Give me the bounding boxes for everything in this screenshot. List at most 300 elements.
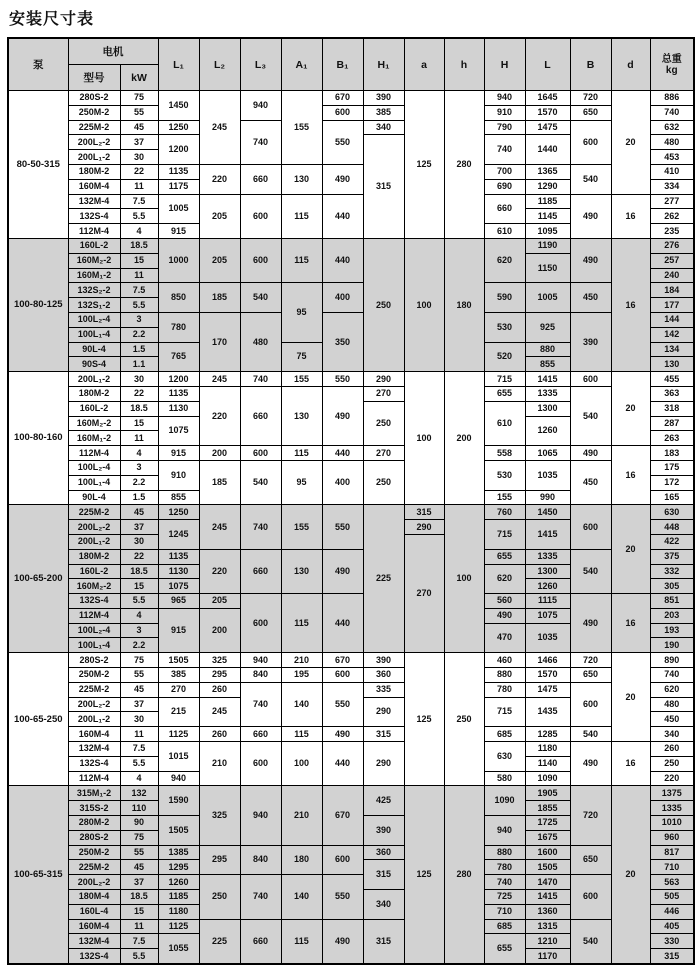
table-cell: 1290 [525,179,570,194]
table-cell: 184 [650,283,694,298]
pump-group-label: 100-65-315 [8,786,68,964]
table-cell: 140 [281,682,322,726]
table-cell: 817 [650,845,694,860]
table-cell: 1335 [650,801,694,816]
table-cell: 220 [650,771,694,786]
table-cell: 600 [570,505,611,549]
table-cell: 520 [484,342,525,372]
table-cell: 262 [650,209,694,224]
table-cell: 160M₁-2 [68,431,120,446]
table-cell: 210 [281,786,322,845]
table-cell: 450 [570,283,611,313]
column-header-kw: kW [120,65,158,91]
column-header-dim-6: a [404,38,444,91]
table-cell: 1170 [525,949,570,964]
table-cell: 940 [240,653,281,668]
table-cell: 540 [240,460,281,504]
column-header-dim-4: B₁ [322,38,363,91]
table-cell: 130 [281,164,322,194]
table-cell: 580 [484,771,525,786]
table-cell: 1466 [525,653,570,668]
table-cell: 550 [322,120,363,164]
table-cell: 45 [120,682,158,697]
table-cell: 11 [120,179,158,194]
table-cell: 193 [650,623,694,638]
table-cell: 5.5 [120,298,158,313]
table-cell: 205 [199,594,240,609]
table-cell: 490 [322,727,363,742]
pump-group-label: 100-80-160 [8,372,68,505]
table-cell: 1130 [158,401,199,416]
table-cell: 650 [570,105,611,120]
column-header-dim-10: B [570,38,611,91]
table-cell: 287 [650,416,694,431]
table-cell: 132M-4 [68,742,120,757]
table-cell: 1125 [158,727,199,742]
table-cell: 715 [484,697,525,727]
table-cell: 1185 [158,890,199,905]
table-cell: 75 [120,653,158,668]
table-cell: 100 [404,372,444,505]
table-cell: 1135 [158,164,199,179]
table-cell: 480 [650,697,694,712]
table-cell: 11 [120,268,158,283]
table-cell: 18.5 [120,564,158,579]
table-cell: 740 [240,120,281,164]
table-cell: 112M-4 [68,224,120,239]
dimension-table [7,37,695,965]
table-cell: 655 [484,386,525,401]
table-cell: 205 [199,194,240,238]
table-cell: 1300 [525,564,570,579]
table-cell: 315S-2 [68,801,120,816]
table-cell: 890 [650,653,694,668]
table-cell: 1095 [525,224,570,239]
table-cell: 1475 [525,682,570,697]
table-cell: 4 [120,446,158,461]
table-cell: 685 [484,919,525,934]
table-cell: 142 [650,327,694,342]
column-header-dim-1: L₂ [199,38,240,91]
table-row [8,682,694,697]
table-cell: 740 [240,875,281,919]
table-cell: 1260 [158,875,199,890]
table-cell: 363 [650,386,694,401]
table-cell: 37 [120,875,158,890]
table-cell: 205 [199,238,240,282]
table-cell: 245 [199,372,240,387]
table-cell: 20 [611,653,650,742]
table-cell: 30 [120,150,158,165]
table-cell: 155 [484,490,525,505]
table-cell: 210 [281,653,322,668]
table-cell: 250 [199,875,240,919]
table-cell: 940 [240,786,281,845]
table-cell: 550 [322,682,363,726]
table-cell: 650 [570,845,611,875]
table-cell: 172 [650,475,694,490]
column-header-dim-8: H [484,38,525,91]
table-cell: 390 [363,91,404,106]
table-cell: 100L₂-4 [68,460,120,475]
table-cell: 880 [484,668,525,683]
table-cell: 1090 [525,771,570,786]
table-cell: 125 [404,786,444,964]
table-cell: 740 [650,668,694,683]
table-cell: 460 [484,653,525,668]
table-cell: 940 [158,771,199,786]
table-cell: 200L₂-2 [68,697,120,712]
table-cell: 400 [322,460,363,504]
table-cell: 115 [281,194,322,238]
table-cell: 177 [650,298,694,313]
table-cell: 55 [120,845,158,860]
table-cell: 1375 [650,786,694,801]
table-cell: 925 [525,312,570,342]
table-cell: 30 [120,712,158,727]
table-cell: 132 [120,786,158,801]
column-header-model: 型号 [68,65,120,91]
table-cell: 18.5 [120,238,158,253]
table-cell: 1035 [525,623,570,653]
table-cell: 1905 [525,786,570,801]
table-cell: 1245 [158,520,199,550]
table-cell: 690 [484,179,525,194]
table-cell: 270 [363,386,404,401]
table-cell: 655 [484,549,525,564]
table-cell: 453 [650,150,694,165]
table-cell: 155 [281,91,322,165]
table-cell: 660 [240,164,281,194]
table-cell: 990 [525,490,570,505]
table-cell: 600 [240,194,281,238]
table-cell: 280S-2 [68,830,120,845]
table-cell: 132S₁-2 [68,298,120,313]
table-cell: 125 [404,653,444,786]
table-cell: 315 [650,949,694,964]
table-cell: 1450 [158,91,199,121]
table-cell: 180M-2 [68,386,120,401]
table-cell: 257 [650,253,694,268]
table-cell: 490 [570,238,611,282]
table-cell: 132S-4 [68,756,120,771]
table-cell: 360 [363,668,404,683]
table-cell: 340 [363,890,404,920]
table-cell: 245 [199,91,240,165]
table-cell: 100 [281,742,322,786]
table-cell: 1075 [158,416,199,446]
table-cell: 480 [650,135,694,150]
table-cell: 1135 [158,549,199,564]
table-cell: 1185 [525,194,570,209]
table-cell: 175 [650,460,694,475]
table-cell: 195 [281,668,322,683]
table-cell: 160L-2 [68,238,120,253]
table-row [8,120,694,135]
table-row [8,238,694,253]
table-cell: 1505 [158,816,199,846]
table-cell: 765 [158,342,199,372]
table-cell: 295 [199,845,240,875]
table-cell: 190 [650,638,694,653]
table-cell: 15 [120,416,158,431]
table-cell: 1415 [525,520,570,550]
table-cell: 215 [158,697,199,727]
table-cell: 1570 [525,668,570,683]
table-cell: 720 [570,91,611,106]
table-cell: 915 [158,224,199,239]
table-cell: 558 [484,446,525,461]
table-cell: 115 [281,727,322,742]
column-header-dim-7: h [444,38,484,91]
table-cell: 1415 [525,890,570,905]
table-cell: 851 [650,594,694,609]
table-cell: 250M-2 [68,845,120,860]
table-cell: 490 [570,194,611,238]
table-cell: 280 [444,786,484,964]
table-cell: 1075 [158,579,199,594]
table-cell: 270 [158,682,199,697]
table-cell: 37 [120,697,158,712]
table-cell: 440 [322,594,363,653]
table-cell: 632 [650,120,694,135]
table-cell: 315 [363,135,404,239]
table-cell: 1.5 [120,342,158,357]
table-cell: 295 [199,668,240,683]
table-cell: 1315 [525,919,570,934]
table-cell: 55 [120,668,158,683]
table-row [8,194,694,209]
table-row [8,460,694,475]
table-cell: 850 [158,283,199,313]
table-cell: 650 [570,668,611,683]
table-cell: 305 [650,579,694,594]
table-cell: 7.5 [120,194,158,209]
table-cell: 1285 [525,727,570,742]
table-cell: 155 [281,372,322,387]
table-cell: 90L-4 [68,490,120,505]
table-cell: 855 [525,357,570,372]
table-cell: 1300 [525,401,570,416]
table-cell: 1570 [525,105,570,120]
table-cell: 840 [240,668,281,683]
table-cell: 2.2 [120,475,158,490]
table-cell: 910 [158,460,199,490]
table-cell: 160M₂-2 [68,416,120,431]
table-cell: 200 [199,608,240,652]
table-cell: 385 [363,105,404,120]
table-cell: 180M-4 [68,890,120,905]
table-cell: 1190 [525,238,570,253]
table-cell: 600 [322,105,363,120]
table-cell: 1360 [525,904,570,919]
table-cell: 240 [650,268,694,283]
table-cell: 350 [322,312,363,371]
table-cell: 110 [120,801,158,816]
table-cell: 685 [484,727,525,742]
table-cell: 390 [363,816,404,846]
table-cell: 855 [158,490,199,505]
table-cell: 450 [570,460,611,504]
table-cell: 660 [240,919,281,964]
table-cell: 1075 [525,608,570,623]
table-cell: 1415 [525,372,570,387]
table-cell: 22 [120,164,158,179]
table-cell: 263 [650,431,694,446]
table-cell: 1470 [525,875,570,890]
table-cell: 620 [484,564,525,594]
table-cell: 100 [404,238,444,371]
table-cell: 385 [158,668,199,683]
table-cell: 1435 [525,697,570,727]
table-cell: 600 [570,875,611,919]
table-cell: 720 [570,653,611,668]
column-header-dim-3: A₁ [281,38,322,91]
table-cell: 130 [650,357,694,372]
table-cell: 965 [158,594,199,609]
table-cell: 7.5 [120,742,158,757]
table-cell: 340 [363,120,404,135]
table-cell: 1115 [525,594,570,609]
table-cell: 30 [120,372,158,387]
table-cell: 200 [199,446,240,461]
table-row [8,727,694,742]
table-cell: 1055 [158,934,199,964]
table-row [8,372,694,387]
table-cell: 620 [484,238,525,282]
table-row [8,386,694,401]
table-cell: 200L₂-2 [68,875,120,890]
table-cell: 183 [650,446,694,461]
table-cell: 540 [240,283,281,313]
table-cell: 630 [484,742,525,772]
table-cell: 740 [650,105,694,120]
pump-group-label: 80-50-315 [8,91,68,239]
table-cell: 1200 [158,372,199,387]
table-cell: 132S-4 [68,209,120,224]
table-cell: 600 [240,446,281,461]
table-cell: 200L₁-2 [68,372,120,387]
table-cell: 280S-2 [68,653,120,668]
table-cell: 100L₂-4 [68,312,120,327]
table-cell: 440 [322,742,363,786]
table-cell: 540 [570,919,611,964]
table-cell: 1200 [158,135,199,165]
table-cell: 600 [570,682,611,726]
table-cell: 400 [322,283,363,313]
table-cell: 1145 [525,209,570,224]
table-cell: 610 [484,224,525,239]
table-cell: 90S-4 [68,357,120,372]
table-cell: 5.5 [120,209,158,224]
table-cell: 95 [281,283,322,342]
table-cell: 940 [484,816,525,846]
table-cell: 1250 [158,120,199,135]
column-header-dim-0: L₁ [158,38,199,91]
table-cell: 490 [570,446,611,461]
table-cell: 1505 [525,860,570,875]
table-cell: 700 [484,164,525,179]
table-cell: 235 [650,224,694,239]
table-cell: 200L₁-2 [68,712,120,727]
table-cell: 530 [484,312,525,342]
table-cell: 30 [120,534,158,549]
table-cell: 725 [484,890,525,905]
table-cell: 318 [650,401,694,416]
table-row [8,549,694,564]
table-cell: 100L₂-4 [68,623,120,638]
table-cell: 45 [120,860,158,875]
table-cell: 334 [650,179,694,194]
table-cell: 250 [650,756,694,771]
table-row [8,742,694,757]
table-cell: 225M-2 [68,860,120,875]
table-cell: 1250 [158,505,199,520]
table-row [8,446,694,461]
column-header-dim-9: L [525,38,570,91]
table-cell: 660 [240,549,281,593]
table-cell: 160M₂-2 [68,253,120,268]
table-cell: 1505 [158,653,199,668]
column-header-dim-2: L₃ [240,38,281,91]
table-cell: 160M-4 [68,179,120,194]
table-cell: 360 [363,845,404,860]
table-cell: 490 [322,386,363,445]
pump-group-label: 100-65-200 [8,505,68,653]
table-cell: 550 [322,505,363,549]
table-cell: 132M-4 [68,934,120,949]
table-cell: 270 [404,534,444,652]
table-cell: 100L₁-4 [68,327,120,342]
table-cell: 405 [650,919,694,934]
table-cell: 610 [484,401,525,445]
table-row [8,919,694,934]
table-cell: 90 [120,816,158,831]
table-cell: 220 [199,549,240,593]
table-cell: 915 [158,608,199,652]
table-cell: 112M-4 [68,608,120,623]
table-cell: 210 [199,742,240,786]
table-cell: 155 [281,505,322,549]
table-cell: 1140 [525,756,570,771]
table-cell: 1725 [525,816,570,831]
table-cell: 15 [120,579,158,594]
table-cell: 325 [199,786,240,845]
table-cell: 75 [281,342,322,372]
table-cell: 1675 [525,830,570,845]
table-row [8,164,694,179]
table-cell: 3 [120,460,158,475]
table-cell: 115 [281,446,322,461]
column-header-weight [650,38,694,91]
table-cell: 550 [322,372,363,387]
table-cell: 132S-4 [68,949,120,964]
table-cell: 55 [120,105,158,120]
table-cell: 16 [611,742,650,786]
table-cell: 250M-2 [68,668,120,683]
table-cell: 280S-2 [68,91,120,106]
table-cell: 1125 [158,919,199,934]
table-cell: 600 [570,120,611,164]
table-cell: 112M-4 [68,771,120,786]
pump-group-label: 100-65-250 [8,653,68,786]
table-cell: 20 [611,372,650,446]
table-cell: 1440 [525,135,570,165]
table-cell: 422 [650,534,694,549]
table-cell: 1015 [158,742,199,772]
table-cell: 3 [120,312,158,327]
table-cell: 660 [240,386,281,445]
